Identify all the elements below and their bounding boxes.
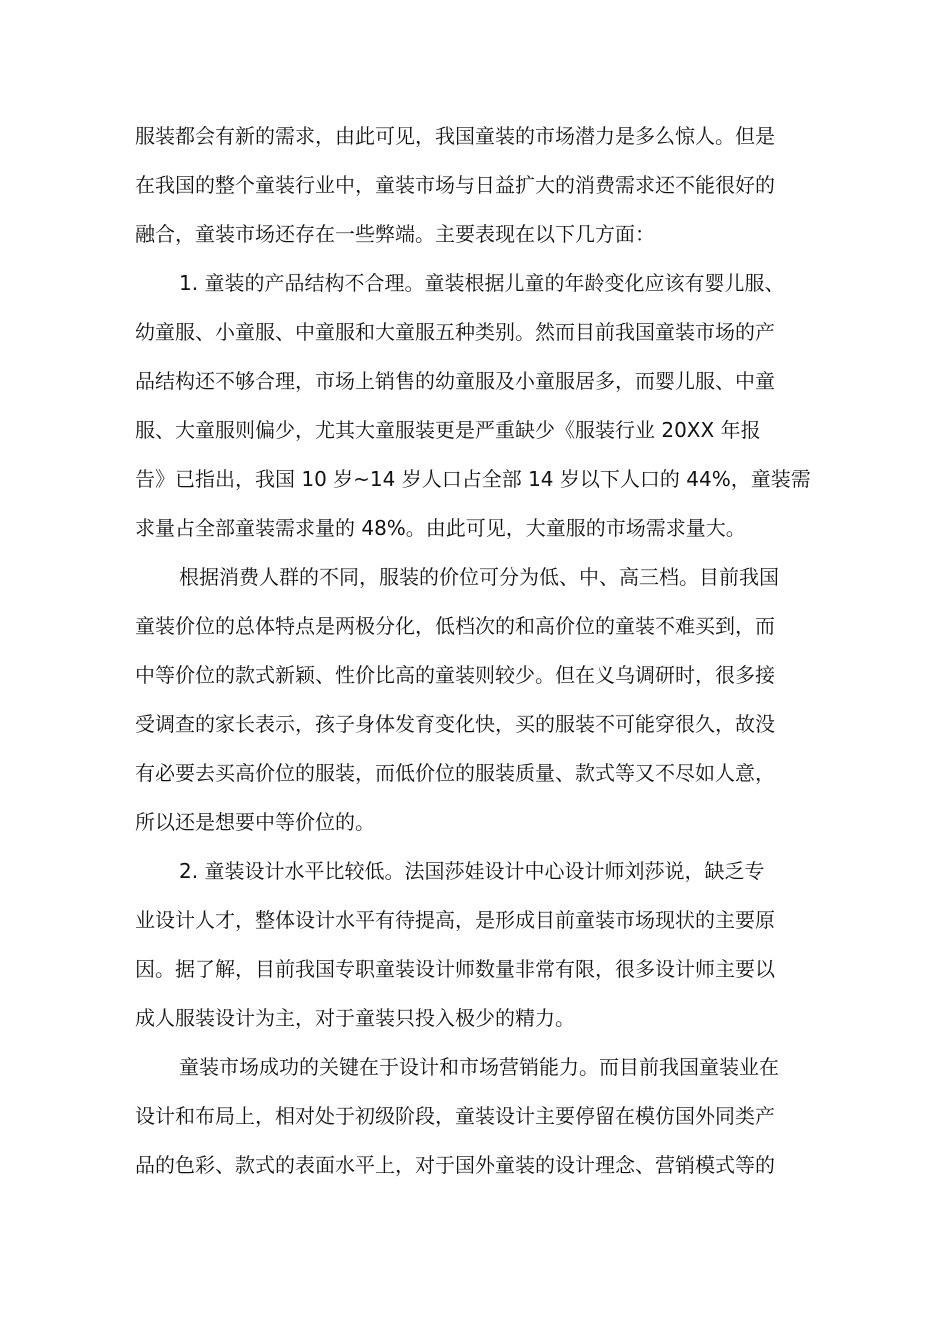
text-line: 业设计人才，整体设计水平有待提高，是形成目前童装市场现状的主要原 (135, 908, 775, 932)
text-line: 求量占全部童装需求量的 48%。由此可见，大童服的市场需求量大。 (135, 516, 746, 540)
text-line: 服、大童服则偏少，尤其大童服装更是严重缺少《服装行业 20XX 年报 (135, 418, 761, 442)
text-line: 在我国的整个童装行业中，童装市场与日益扩大的消费需求还不能很好的 (135, 173, 775, 197)
text-line: 品的色彩、款式的表面水平上，对于国外童装的设计理念、营销模式等的 (135, 1153, 775, 1177)
text-line: 中等价位的款式新颖、性价比高的童装则较少。但在义乌调研时，很多接 (135, 663, 775, 687)
text-line: 品结构还不够合理，市场上销售的幼童服及小童服居多，而婴儿服、中童 (135, 369, 775, 393)
text-line: 有必要去买高价位的服装，而低价位的服装质量、款式等又不尽如人意， (135, 761, 775, 785)
text-line: 幼童服、小童服、中童服和大童服五种类别。然而目前我国童装市场的产 (135, 320, 775, 344)
text-line: 因。据了解，目前我国专职童装设计师数量非常有限，很多设计师主要以 (135, 957, 775, 981)
text-line: 2. 童装设计水平比较低。法国莎娃设计中心设计师刘莎说，缺乏专 (179, 859, 765, 883)
text-line: 成人服装设计为主，对于童装只投入极少的精力。 (135, 1006, 575, 1030)
text-line: 服装都会有新的需求，由此可见，我国童装的市场潜力是多么惊人。但是 (135, 124, 775, 148)
text-line: 设计和布局上，相对处于初级阶段，童装设计主要停留在模仿国外同类产 (135, 1104, 775, 1128)
text-line: 所以还是想要中等价位的。 (135, 810, 375, 834)
text-line: 根据消费人群的不同，服装的价位可分为低、中、高三档。目前我国 (179, 565, 779, 589)
text-line: 受调查的家长表示，孩子身体发育变化快，买的服装不可能穿很久，故没 (135, 712, 775, 736)
text-line: 融合，童装市场还存在一些弊端。主要表现在以下几方面： (135, 222, 655, 246)
text-line: 1. 童装的产品结构不合理。童装根据儿童的年龄变化应该有婴儿服、 (179, 271, 785, 295)
text-line: 童装价位的总体特点是两极分化，低档次的和高价位的童装不难买到，而 (135, 614, 775, 638)
text-line: 告》已指出，我国 10 岁~14 岁人口占全部 14 岁以下人口的 44%，童装需 (135, 467, 811, 491)
text-line: 童装市场成功的关键在于设计和市场营销能力。而目前我国童装业在 (179, 1055, 779, 1079)
document-body (135, 112, 825, 1190)
